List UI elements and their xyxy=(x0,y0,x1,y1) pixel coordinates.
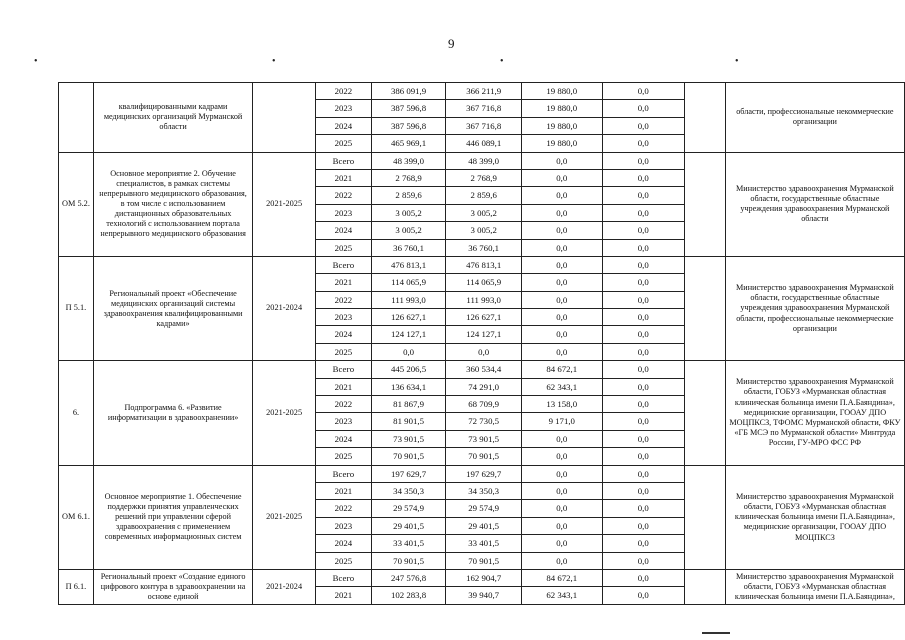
other-sources-cell: 0,0 xyxy=(602,465,684,482)
other-sources-cell: 0,0 xyxy=(602,222,684,239)
regional-budget-cell: 360 534,4 xyxy=(446,361,522,378)
regional-budget-cell: 114 065,9 xyxy=(446,274,522,291)
federal-budget-cell: 0,0 xyxy=(521,535,602,552)
regional-budget-cell: 367 716,8 xyxy=(446,117,522,134)
federal-budget-cell: 19 880,0 xyxy=(521,117,602,134)
other-sources-cell: 0,0 xyxy=(602,361,684,378)
regional-budget-cell: 70 901,5 xyxy=(446,448,522,465)
total-cell: 387 596,8 xyxy=(371,100,446,117)
table-row xyxy=(59,361,905,378)
other-sources-cell: 0,0 xyxy=(602,587,684,604)
federal-budget-cell: 0,0 xyxy=(521,204,602,221)
federal-budget-cell: 0,0 xyxy=(521,309,602,326)
total-cell: 81 901,5 xyxy=(371,413,446,430)
year-cell: 2024 xyxy=(315,326,371,343)
total-cell: 2 859,6 xyxy=(371,187,446,204)
other-sources-cell: 0,0 xyxy=(602,169,684,186)
regional-budget-cell: 124 127,1 xyxy=(446,326,522,343)
scan-speck: • xyxy=(500,56,504,67)
measure-name-cell: Региональный проект «Обеспечение медицинских организаций системы здравоохранения квалифицированными кадрами» xyxy=(93,256,252,360)
other-sources-cell: 0,0 xyxy=(602,187,684,204)
year-cell: 2023 xyxy=(315,309,371,326)
total-cell: 70 901,5 xyxy=(371,448,446,465)
other-sources-cell: 0,0 xyxy=(602,378,684,395)
other-sources-cell: 0,0 xyxy=(602,117,684,134)
federal-budget-cell: 19 880,0 xyxy=(521,83,602,100)
total-cell: 3 005,2 xyxy=(371,204,446,221)
table-row xyxy=(59,465,905,482)
program-funding-table xyxy=(58,82,905,605)
total-cell: 476 813,1 xyxy=(371,256,446,273)
table-row xyxy=(59,83,905,100)
federal-budget-cell: 0,0 xyxy=(521,169,602,186)
regional-budget-cell: 3 005,2 xyxy=(446,204,522,221)
regional-budget-cell: 366 211,9 xyxy=(446,83,522,100)
table-row xyxy=(59,256,905,273)
blank-cell xyxy=(685,361,726,465)
executors-cell: Министерство здравоохранения Мурманской области, ГОБУЗ «Мурманская областная клиническая больница имени П.А.Баяндина», медицинские организации, ГООАУ ДПО МОЦПКСЗ, ТФОМС Мурманской области, ФКУ «ГБ МСЭ по Мурманской области» Минтруда России, ГУ-МРО ФСС РФ xyxy=(725,361,904,465)
year-cell: 2021 xyxy=(315,378,371,395)
total-cell: 48 399,0 xyxy=(371,152,446,169)
total-cell: 2 768,9 xyxy=(371,169,446,186)
regional-budget-cell: 68 709,9 xyxy=(446,396,522,413)
other-sources-cell: 0,0 xyxy=(602,396,684,413)
scan-speck: • xyxy=(735,56,739,67)
other-sources-cell: 0,0 xyxy=(602,552,684,569)
year-cell: 2025 xyxy=(315,239,371,256)
regional-budget-cell: 29 574,9 xyxy=(446,500,522,517)
year-cell: Всего xyxy=(315,465,371,482)
year-cell: 2023 xyxy=(315,517,371,534)
federal-budget-cell: 0,0 xyxy=(521,343,602,360)
total-cell: 34 350,3 xyxy=(371,482,446,499)
federal-budget-cell: 84 672,1 xyxy=(521,361,602,378)
total-cell: 247 576,8 xyxy=(371,569,446,586)
regional-budget-cell: 126 627,1 xyxy=(446,309,522,326)
year-cell: 2024 xyxy=(315,430,371,447)
other-sources-cell: 0,0 xyxy=(602,500,684,517)
regional-budget-cell: 111 993,0 xyxy=(446,291,522,308)
table-row xyxy=(59,152,905,169)
other-sources-cell: 0,0 xyxy=(602,100,684,117)
blank-cell xyxy=(685,152,726,256)
executors-cell: Министерство здравоохранения Мурманской области, ГОБУЗ «Мурманская областная клиническая больница имени П.А.Баяндина», xyxy=(725,569,904,604)
year-cell: 2024 xyxy=(315,535,371,552)
regional-budget-cell: 0,0 xyxy=(446,343,522,360)
year-cell: Всего xyxy=(315,569,371,586)
regional-budget-cell: 74 291,0 xyxy=(446,378,522,395)
other-sources-cell: 0,0 xyxy=(602,274,684,291)
federal-budget-cell: 0,0 xyxy=(521,222,602,239)
total-cell: 197 629,7 xyxy=(371,465,446,482)
regional-budget-cell: 33 401,5 xyxy=(446,535,522,552)
other-sources-cell: 0,0 xyxy=(602,343,684,360)
federal-budget-cell: 0,0 xyxy=(521,239,602,256)
total-cell: 70 901,5 xyxy=(371,552,446,569)
federal-budget-cell: 0,0 xyxy=(521,500,602,517)
federal-budget-cell: 0,0 xyxy=(521,152,602,169)
total-cell: 387 596,8 xyxy=(371,117,446,134)
regional-budget-cell: 3 005,2 xyxy=(446,222,522,239)
scan-speck: • xyxy=(34,56,38,67)
regional-budget-cell: 73 901,5 xyxy=(446,430,522,447)
year-cell: Всего xyxy=(315,256,371,273)
executors-cell: области, профессиональные некоммерческие организации xyxy=(725,83,904,153)
table-row xyxy=(59,569,905,586)
other-sources-cell: 0,0 xyxy=(602,517,684,534)
total-cell: 81 867,9 xyxy=(371,396,446,413)
period-cell: 2021-2025 xyxy=(253,152,316,256)
regional-budget-cell: 70 901,5 xyxy=(446,552,522,569)
regional-budget-cell: 197 629,7 xyxy=(446,465,522,482)
year-cell: 2025 xyxy=(315,552,371,569)
measure-name-cell: Основное мероприятие 2. Обучение специалистов, в рамках системы непрерывного медицинского образования, в том числе с использованием дистанционных образовательных технологий с использованием портала непрерывного медицинского образования xyxy=(93,152,252,256)
other-sources-cell: 0,0 xyxy=(602,239,684,256)
year-cell: Всего xyxy=(315,152,371,169)
federal-budget-cell: 0,0 xyxy=(521,430,602,447)
year-cell: 2023 xyxy=(315,413,371,430)
year-cell: Всего xyxy=(315,361,371,378)
period-cell xyxy=(253,83,316,153)
regional-budget-cell: 39 940,7 xyxy=(446,587,522,604)
year-cell: 2021 xyxy=(315,169,371,186)
other-sources-cell: 0,0 xyxy=(602,326,684,343)
federal-budget-cell: 0,0 xyxy=(521,465,602,482)
measure-code-cell: П 6.1. xyxy=(59,569,94,604)
other-sources-cell: 0,0 xyxy=(602,309,684,326)
executors-cell: Министерство здравоохранения Мурманской области, государственные областные учреждения здравоохранения Мурманской области xyxy=(725,152,904,256)
blank-cell xyxy=(685,83,726,153)
total-cell: 0,0 xyxy=(371,343,446,360)
other-sources-cell: 0,0 xyxy=(602,152,684,169)
year-cell: 2022 xyxy=(315,500,371,517)
blank-cell xyxy=(685,569,726,604)
year-cell: 2022 xyxy=(315,396,371,413)
period-cell: 2021-2024 xyxy=(253,256,316,360)
total-cell: 3 005,2 xyxy=(371,222,446,239)
regional-budget-cell: 2 859,6 xyxy=(446,187,522,204)
total-cell: 114 065,9 xyxy=(371,274,446,291)
year-cell: 2022 xyxy=(315,187,371,204)
year-cell: 2025 xyxy=(315,448,371,465)
total-cell: 29 574,9 xyxy=(371,500,446,517)
year-cell: 2021 xyxy=(315,482,371,499)
other-sources-cell: 0,0 xyxy=(602,204,684,221)
measure-name-cell: Региональный проект «Создание единого цифрового контура в здравоохранении на основе единой xyxy=(93,569,252,604)
other-sources-cell: 0,0 xyxy=(602,482,684,499)
executors-cell: Министерство здравоохранения Мурманской области, государственные областные учреждения здравоохранения Мурманской области, профессиональные некоммерческие организации xyxy=(725,256,904,360)
period-cell: 2021-2024 xyxy=(253,569,316,604)
year-cell: 2024 xyxy=(315,117,371,134)
federal-budget-cell: 0,0 xyxy=(521,256,602,273)
total-cell: 386 091,9 xyxy=(371,83,446,100)
federal-budget-cell: 0,0 xyxy=(521,291,602,308)
federal-budget-cell: 0,0 xyxy=(521,448,602,465)
total-cell: 124 127,1 xyxy=(371,326,446,343)
year-cell: 2021 xyxy=(315,274,371,291)
other-sources-cell: 0,0 xyxy=(602,83,684,100)
period-cell: 2021-2025 xyxy=(253,361,316,465)
other-sources-cell: 0,0 xyxy=(602,569,684,586)
year-cell: 2021 xyxy=(315,587,371,604)
year-cell: 2022 xyxy=(315,291,371,308)
year-cell: 2025 xyxy=(315,135,371,152)
total-cell: 33 401,5 xyxy=(371,535,446,552)
total-cell: 111 993,0 xyxy=(371,291,446,308)
other-sources-cell: 0,0 xyxy=(602,448,684,465)
federal-budget-cell: 0,0 xyxy=(521,552,602,569)
total-cell: 126 627,1 xyxy=(371,309,446,326)
measure-code-cell: ОМ 6.1. xyxy=(59,465,94,569)
blank-cell xyxy=(685,256,726,360)
scan-mark xyxy=(702,632,730,634)
page-number: 9 xyxy=(448,36,455,51)
year-cell: 2024 xyxy=(315,222,371,239)
regional-budget-cell: 162 904,7 xyxy=(446,569,522,586)
regional-budget-cell: 476 813,1 xyxy=(446,256,522,273)
federal-budget-cell: 62 343,1 xyxy=(521,587,602,604)
executors-cell: Министерство здравоохранения Мурманской области, ГОБУЗ «Мурманская областная клиническая больница имени П.А.Баяндина», медицинские организации, ГООАУ ДПО МОЦПКСЗ xyxy=(725,465,904,569)
measure-code-cell: 6. xyxy=(59,361,94,465)
federal-budget-cell: 19 880,0 xyxy=(521,100,602,117)
federal-budget-cell: 13 158,0 xyxy=(521,396,602,413)
federal-budget-cell: 0,0 xyxy=(521,187,602,204)
regional-budget-cell: 446 089,1 xyxy=(446,135,522,152)
other-sources-cell: 0,0 xyxy=(602,256,684,273)
other-sources-cell: 0,0 xyxy=(602,413,684,430)
measure-code-cell: ОМ 5.2. xyxy=(59,152,94,256)
measure-code-cell xyxy=(59,83,94,153)
measure-name-cell: Основное мероприятие 1. Обеспечение поддержки принятия управленческих решений при управлении сферой здравоохранения с применением современных информационных систем xyxy=(93,465,252,569)
year-cell: 2023 xyxy=(315,204,371,221)
total-cell: 445 206,5 xyxy=(371,361,446,378)
total-cell: 29 401,5 xyxy=(371,517,446,534)
total-cell: 36 760,1 xyxy=(371,239,446,256)
scan-speck: • xyxy=(272,56,276,67)
measure-name-cell: квалифицированными кадрами медицинских организаций Мурманской области xyxy=(93,83,252,153)
other-sources-cell: 0,0 xyxy=(602,291,684,308)
regional-budget-cell: 29 401,5 xyxy=(446,517,522,534)
total-cell: 136 634,1 xyxy=(371,378,446,395)
regional-budget-cell: 34 350,3 xyxy=(446,482,522,499)
federal-budget-cell: 9 171,0 xyxy=(521,413,602,430)
total-cell: 73 901,5 xyxy=(371,430,446,447)
year-cell: 2023 xyxy=(315,100,371,117)
regional-budget-cell: 36 760,1 xyxy=(446,239,522,256)
federal-budget-cell: 0,0 xyxy=(521,274,602,291)
total-cell: 102 283,8 xyxy=(371,587,446,604)
period-cell: 2021-2025 xyxy=(253,465,316,569)
federal-budget-cell: 0,0 xyxy=(521,517,602,534)
year-cell: 2025 xyxy=(315,343,371,360)
federal-budget-cell: 19 880,0 xyxy=(521,135,602,152)
year-cell: 2022 xyxy=(315,83,371,100)
federal-budget-cell: 0,0 xyxy=(521,482,602,499)
other-sources-cell: 0,0 xyxy=(602,535,684,552)
other-sources-cell: 0,0 xyxy=(602,135,684,152)
total-cell: 465 969,1 xyxy=(371,135,446,152)
federal-budget-cell: 62 343,1 xyxy=(521,378,602,395)
regional-budget-cell: 48 399,0 xyxy=(446,152,522,169)
regional-budget-cell: 2 768,9 xyxy=(446,169,522,186)
federal-budget-cell: 0,0 xyxy=(521,326,602,343)
blank-cell xyxy=(685,465,726,569)
federal-budget-cell: 84 672,1 xyxy=(521,569,602,586)
measure-name-cell: Подпрограмма 6. «Развитие информатизации в здравоохранении» xyxy=(93,361,252,465)
regional-budget-cell: 367 716,8 xyxy=(446,100,522,117)
other-sources-cell: 0,0 xyxy=(602,430,684,447)
regional-budget-cell: 72 730,5 xyxy=(446,413,522,430)
measure-code-cell: П 5.1. xyxy=(59,256,94,360)
